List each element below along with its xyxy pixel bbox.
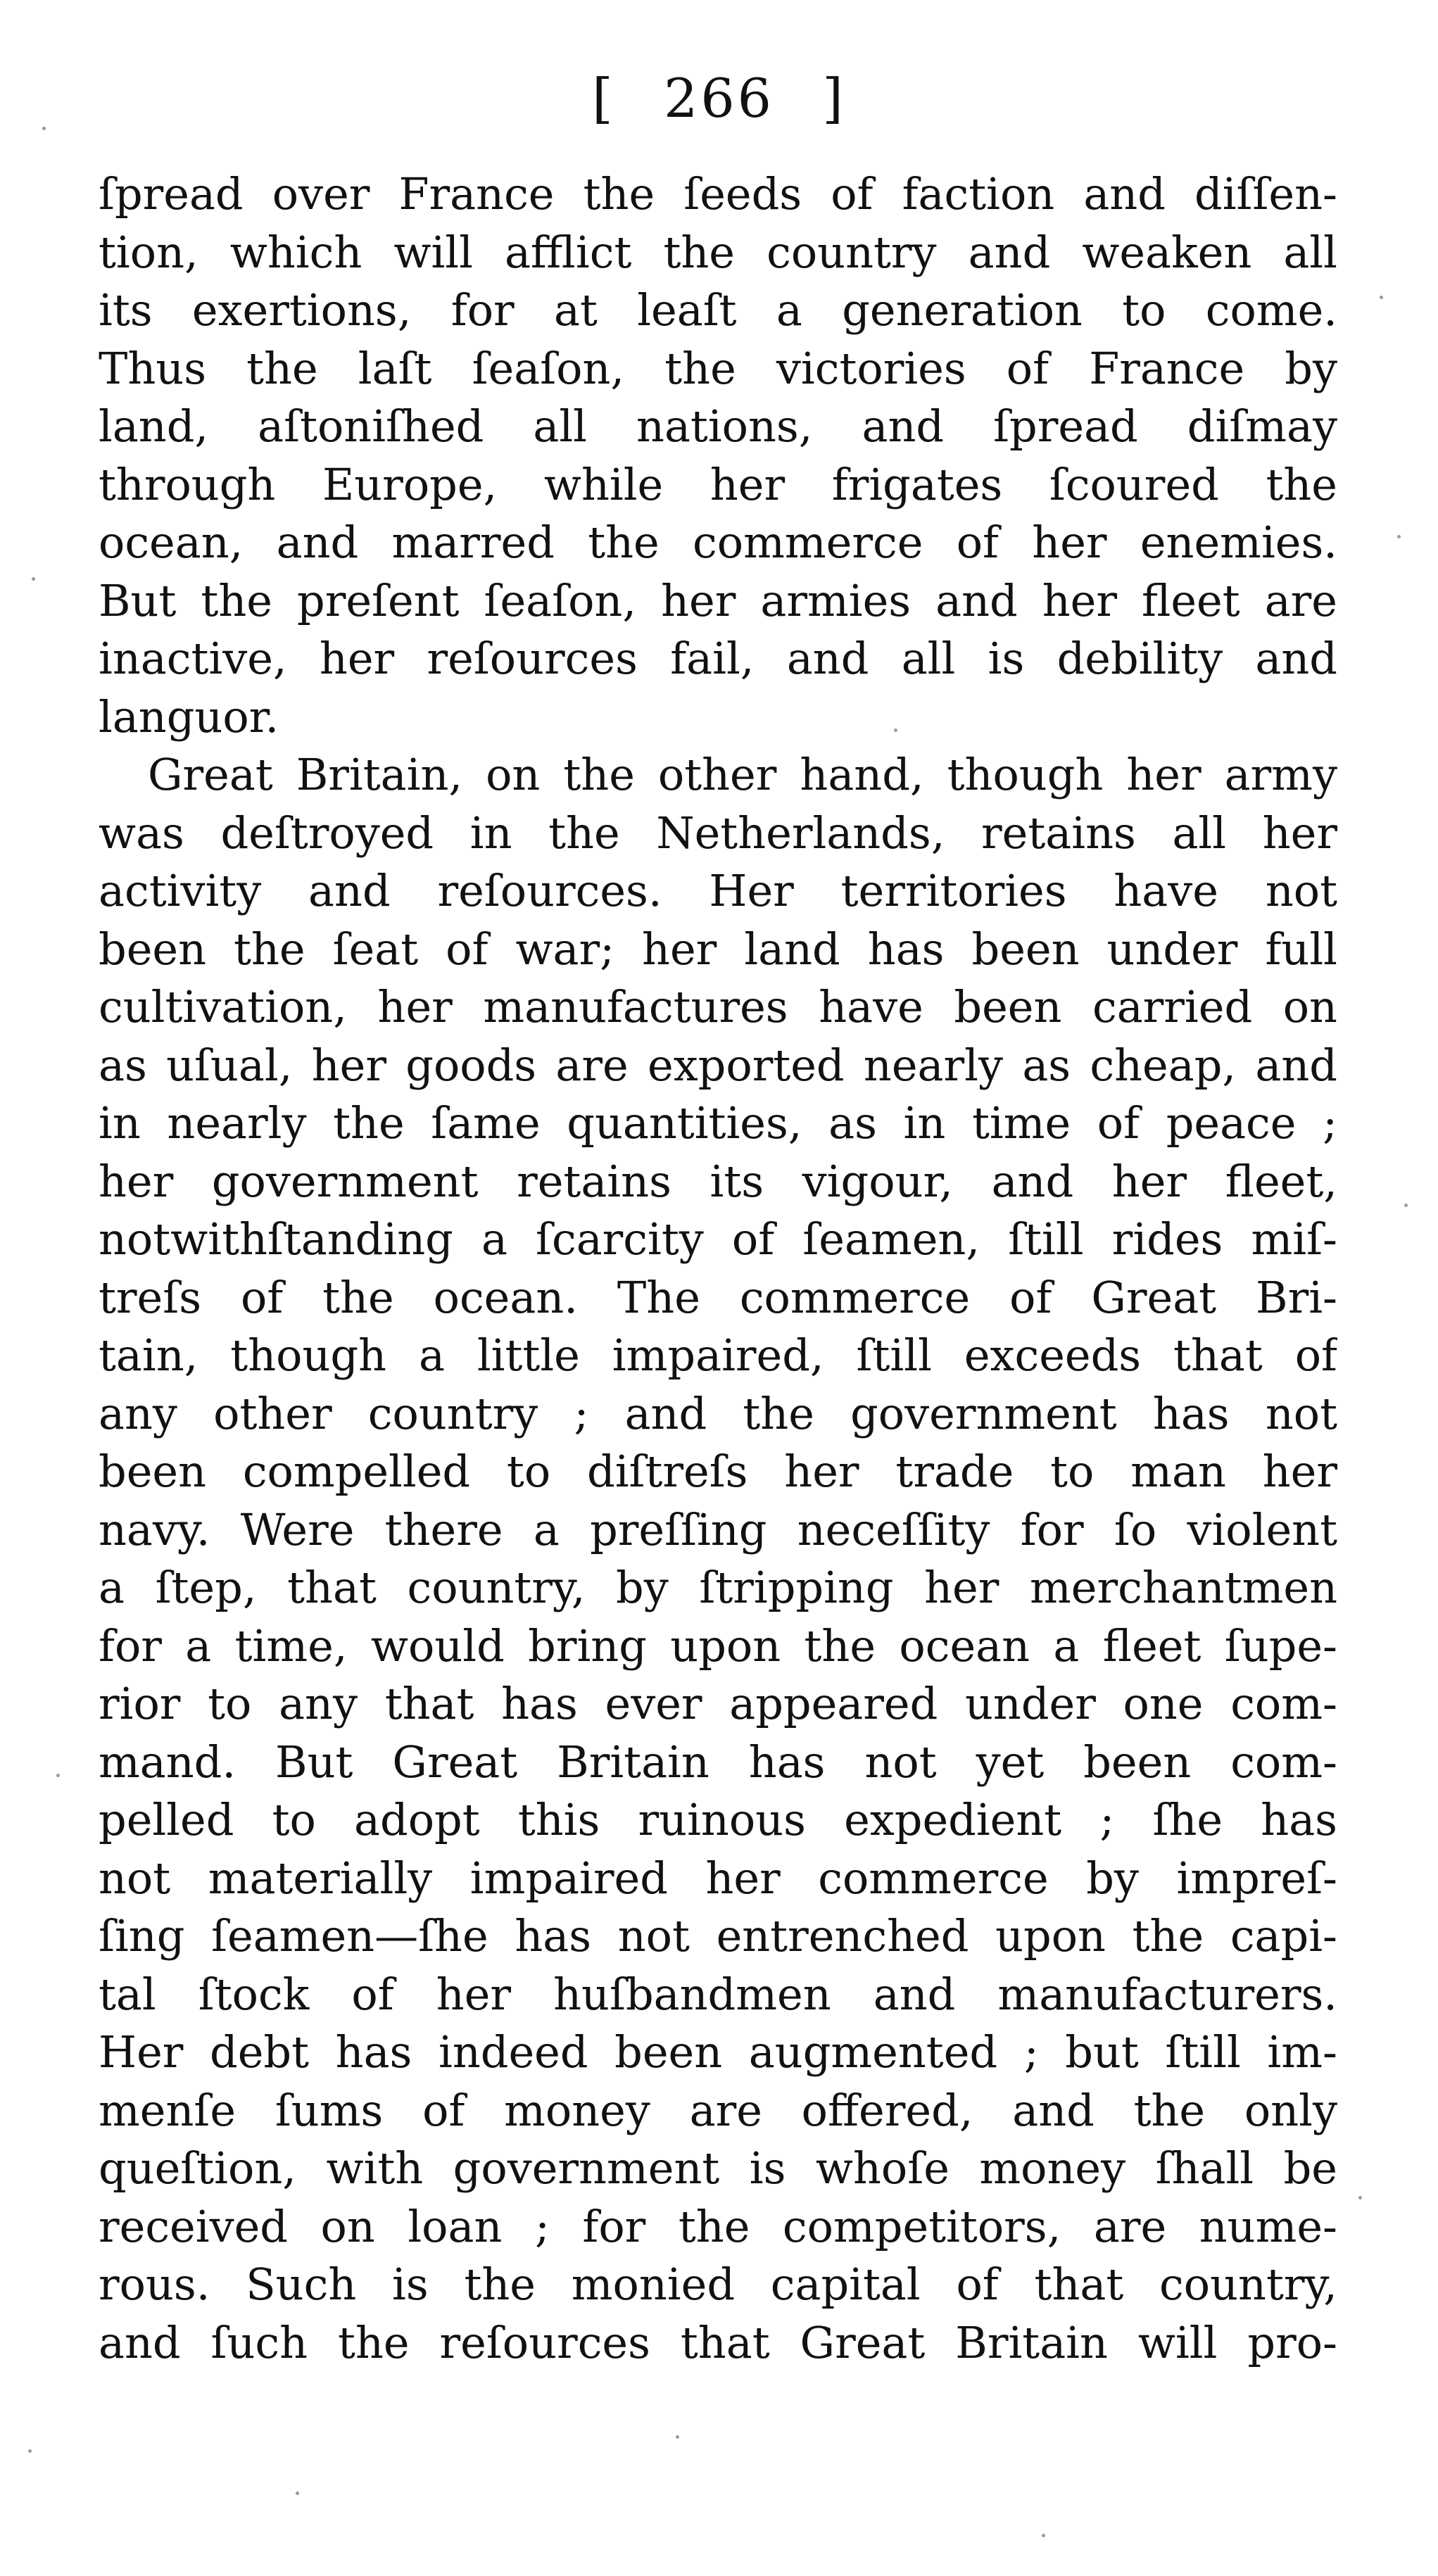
scan-speck	[1404, 1204, 1408, 1207]
scan-speck	[28, 2449, 32, 2453]
scan-speck	[1358, 2196, 1362, 2199]
text-line: tain, though a little impaired, ſtill exceeds that of	[99, 1330, 1337, 1381]
text-line: mand. But Great Britain has not yet been com-	[99, 1736, 1337, 1788]
text-line: ocean, and marred the commerce of her enemies.	[99, 517, 1337, 568]
text-line: through Europe, while her frigates ſcoured the	[99, 458, 1337, 510]
text-line: Her debt has indeed been augmented ; but ſtill im-	[99, 2026, 1337, 2078]
text-line: ſpread over France the ſeeds of faction and diſſen-	[99, 168, 1337, 220]
text-line: pelled to adopt this ruinous expedient ; ſhe has	[99, 1794, 1337, 1845]
text-line: tal ſtock of her huſbandmen and manufacturers.	[99, 1968, 1337, 2020]
text-line: tion, which will afflict the country and weaken all	[99, 226, 1337, 278]
text-line: been compelled to diſtreſs her trade to man her	[99, 1446, 1337, 1497]
text-line: her government retains its vigour, and her fleet,	[99, 1155, 1337, 1207]
text-line: received on loan ; for the competitors, are nume-	[99, 2200, 1337, 2252]
scan-speck	[56, 1774, 60, 1777]
text-line: rous. Such is the monied capital of that country,	[99, 2259, 1337, 2310]
paragraph-2	[99, 746, 1337, 2372]
text-line: and ſuch the reſources that Great Britain will pro-	[99, 2316, 1337, 2368]
text-line: its exertions, for at leaſt a generation to come.	[99, 284, 1337, 336]
paragraph-1	[99, 165, 1337, 746]
header-bracket-close: ]	[822, 67, 846, 130]
body-text	[99, 165, 1337, 2372]
text-line: any other country ; and the government has not	[99, 1387, 1337, 1439]
text-line: activity and reſources. Her territories have not	[99, 865, 1337, 916]
text-line: not materially impaired her commerce by impreſ-	[99, 1852, 1337, 1904]
text-line: navy. Were there a preſſing neceſſity for ſo violent	[99, 1503, 1337, 1555]
text-line: in nearly the ſame quantities, as in time of peace ;	[99, 1097, 1337, 1149]
text-line: Thus the laſt ſeaſon, the victories of France by	[99, 342, 1337, 394]
text-line: menſe ſums of money are offered, and the only	[99, 2084, 1337, 2136]
page-number: 266	[663, 67, 775, 130]
text-line: rior to any that has ever appeared under one com-	[99, 1678, 1337, 1729]
header-bracket-open: [	[592, 67, 616, 130]
text-line: languor.	[99, 690, 279, 743]
text-line: ſing ſeamen—ſhe has not entrenched upon the capi-	[99, 1910, 1337, 1962]
scan-speck	[32, 577, 35, 581]
text-line: treſs of the ocean. The commerce of Great Bri-	[99, 1271, 1337, 1323]
scan-speck	[676, 2435, 679, 2439]
text-line: Great Britain, on the other hand, though her army	[148, 749, 1337, 800]
scan-speck	[296, 2492, 299, 2495]
page-header	[0, 67, 1438, 130]
text-line: But the preſent ſeaſon, her armies and her fleet are	[99, 574, 1337, 626]
text-line: cultivation, her manufactures have been carried on	[99, 981, 1337, 1033]
text-line: queſtion, with government is whoſe money ſhall be	[99, 2142, 1337, 2194]
scan-speck	[1397, 535, 1401, 538]
text-line: was deſtroyed in the Netherlands, retains all her	[99, 807, 1337, 859]
text-line: inactive, her reſources fail, and all is debility and	[99, 633, 1337, 684]
text-line: been the ſeat of war; her land has been under full	[99, 923, 1337, 975]
scan-speck	[1380, 296, 1383, 299]
text-line: land, aſtoniſhed all nations, and ſpread diſmay	[99, 400, 1337, 452]
text-line: as uſual, her goods are exported nearly as cheap, and	[99, 1039, 1337, 1091]
text-line: for a time, would bring upon the ocean a fleet ſupe-	[99, 1620, 1337, 1672]
text-line: a ſtep, that country, by ſtripping her merchantmen	[99, 1562, 1337, 1613]
scan-speck	[1042, 2534, 1045, 2537]
text-line: notwithſtanding a ſcarcity of ſeamen, ſtill rides miſ-	[99, 1213, 1337, 1265]
